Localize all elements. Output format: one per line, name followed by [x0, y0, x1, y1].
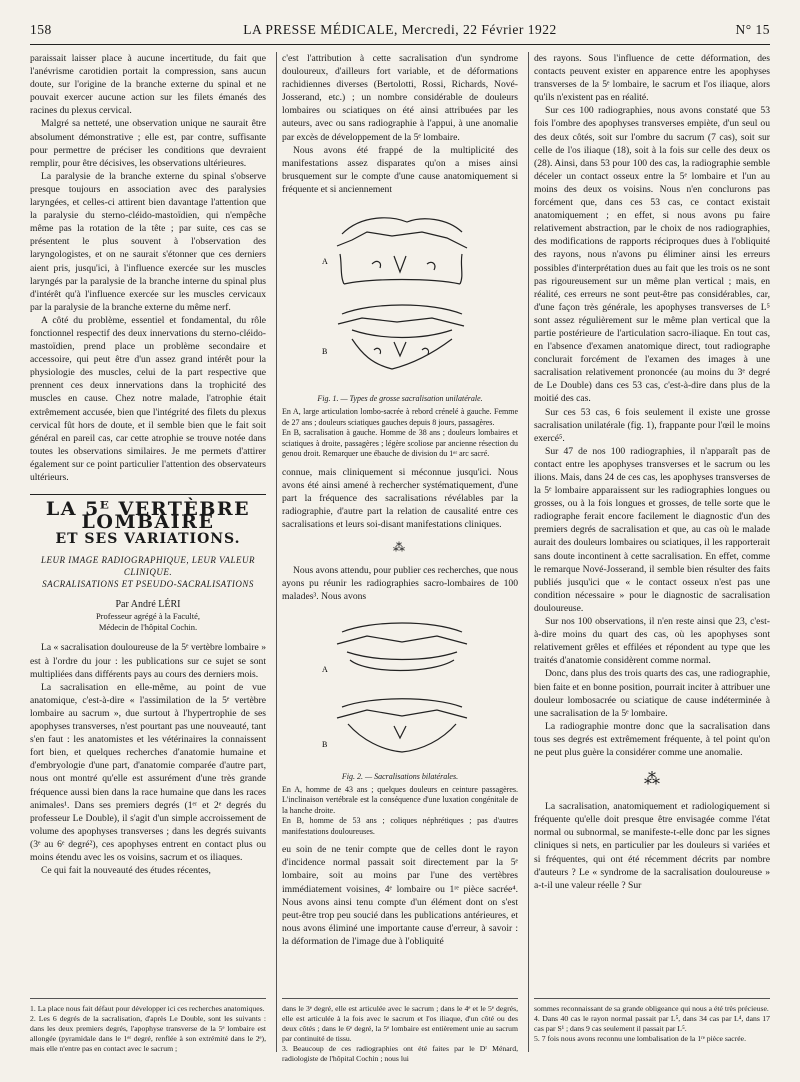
article-kicker: SACRALISATIONS ET PSEUDO-SACRALISATIONS [42, 579, 254, 590]
author-affiliation [30, 611, 266, 633]
figure-1 [282, 204, 518, 388]
header-rule [30, 44, 770, 45]
paragraph: paraissait laisser place à aucune incertitude, du fait que l'anévrisme carotidien portait la compression, sans aucun doute, sur l'origine de la branche externe du spinal et ne pouvait exercer aucune action sur les filets émanés des racines du plexus cervical. [30, 53, 266, 117]
page-header [30, 20, 770, 40]
footnote: 1. La place nous fait défaut pour développer ici ces recherches anatomiques. [30, 1004, 265, 1013]
footnote: 5. 7 fois nous avons reconnu une lombalisation de la 1ʳᵉ pièce sacrée. [534, 1034, 746, 1043]
paragraph: connue, mais cliniquement si méconnue jusqu'ici. Nous avons été ainsi amené à rechercher systématiquement, d'une part la fréquence des sacralisations révélables par la radiographie, d'autre part la relation de causalité entre ces sacralisations et leurs soi-disant manifestations cliniques. [282, 466, 518, 531]
footnotes-column-2 [282, 1004, 518, 1064]
paragraph: La paralysie de la branche externe du spinal s'observe presque toujours en association avec des paralysies laryngées, et celles-ci attirent bien davantage l'attention que la paralysie du sterno-cléido-mastoïdien, qui n'empêche même pas la rotation de la tête ; par suite, ces cas se présentent le plus souvent à l'observation des laryngologistes, et on ne saurait s'étonner que ces derniers aient pris, jusqu'ici, à l'influence exercée sur les muscles laryngés par la paralysie de la branche interne du spinal plus d'intérêt qu'à l'influence exercée sur les muscles cervicaux par la paralysie de la branche externe du même nerf. [30, 170, 266, 313]
figure-1-drawing [282, 204, 518, 384]
paragraph: Sur ces 100 radiographies, nous avons constaté que 53 fois l'ombre des apophyses transverses empiète, d'un seul ou des deux côtés, soit sur l'ombre du sacrum (7 cas), soit sur celle de l'os iliaque (18), soit à la fois sur celle des deux os (28). Ainsi, dans 53 pour 100 des cas, la radiographie semble déceler un contact osseux entre la 5ᵉ lombaire et l'un au moins des deux os voisins. Nous n'en conclurons pas forcément que, dans ces 53 cas, ce contact existait anatomiquement ; en effet, si nous avons pu faire relativement abstraction, par le choix de nos radiographies, des modifications de rapports réciproques dues à l'obliquité des rayons, nous n'avons pu éliminer ainsi les erreurs possibles d'interprétation dues au fait que les trois os ne sont pas rigoureusement sur un même plan vertical ; mais, en réalité, ces erreurs ne sont peut-être pas considérables, car, d'une façon très générale, les apophyses transverses de L⁵ sont assez régulièrement sur le même plan vertical que la partie postérieure de l'articulation sacro-iliaque. En tout cas, en l'absence d'examen anatomique direct, tout radiographe conclurait forcément de l'examen des images à une sacralisation relativement prononcée (au moins du 3ᵉ degré de Le Double) dans ces 53 cas, c'est-à-dire dans plus de la moitié des cas. [534, 105, 770, 405]
paragraph: Sur nos 100 observations, il n'en reste ainsi que 23, c'est-à-dire moins du quart des cas, où les apophyses sont relativement grêles et effilées et répondent au type que les traités d'anatomie considèrent comme normal. [534, 616, 770, 667]
figure-2 [282, 612, 518, 766]
column-2 [282, 52, 518, 948]
section-separator: ⁂ [644, 771, 660, 789]
figure-label-b: B [322, 347, 328, 357]
paragraph: La « sacralisation douloureuse de la 5ᵉ vertèbre lombaire » est à l'ordre du jour : les publications sur ce sujet se sont multipliées dans différents pays au cours des derniers mois. [30, 642, 266, 680]
footnote-rule [282, 998, 518, 999]
article-subtitle: ET SES VARIATIONS. [55, 531, 241, 548]
paragraph: Sur ces 53 cas, 6 fois seulement il existe une grosse sacralisation unilatérale (fig. 1), frappante pour l'œil le moins exercé⁵. [534, 406, 770, 444]
paragraph: des rayons. Sous l'influence de cette déformation, des contacts peuvent exister en apparence entre les apophyses transverses de la 5ᵉ lombaire, le sacrum et l'os iliaque, alors qu'ils n'existent pas en réalité. [534, 53, 770, 104]
column-1 [30, 52, 266, 877]
footnotes-column-1 [30, 1004, 266, 1054]
issue-number: N° 15 [735, 22, 770, 37]
section-separator: ⁂ [393, 540, 407, 555]
footnote-rule [534, 998, 770, 999]
figure-label-a: A [322, 257, 328, 267]
footnote: 3. Beaucoup de ces radiographies ont été faites par le Dʳ Ménard, radiologiste de l'hôpital Cochin ; nous lui [282, 1044, 518, 1063]
affiliation-line: Médecin de l'hôpital Cochin. [98, 622, 198, 633]
figure-label-a: A [322, 664, 328, 674]
footnote: 4. Dans 40 cas le rayon normal passait par L⁵, dans 34 cas par L⁴, dans 17 cas par S¹ ; dans 9 cas seulement il passait par L⁵. [534, 1014, 770, 1033]
paragraph: La sacralisation, anatomiquement et radiologiquement si fréquente qu'elle doit presque être envisagée comme l'état normal ou subnormal, se manifeste-t-elle donc par les signes cliniques si nets, en particulier par les douleurs si variées et si fréquentes, qui ont été récemment décrits par nombre d'auteurs ? Le « syndrome de la sacralisation douloureuse » a-t-il une valeur réelle ? Sur [534, 801, 770, 891]
figure-1-caption: En B, sacralisation à gauche. Homme de 38 ans ; douleurs lombaires et sciatiques à droite, passagères ; légère scoliose par ancienne résection du genou droit. Remarquer une ébauche de division du 1ᵉʳ arc sacré. [282, 428, 518, 459]
figure-1-caption-title: Fig. 1. — Types de grosse sacralisation unilatérale. [317, 394, 483, 404]
paragraph: La sacralisation en elle-même, au point de vue anatomique, c'est-à-dire « l'assimilation de la 5ᵉ vertèbre lombaire au sacrum », due surtout à l'hypertrophie de ses apophyses transverses, n'est pourtant pas une nouveauté, tant s'en faut : les anatomistes et les vétérinaires la connaissent fort bien, et quelques recherches d'anatomie humaine et d'embryologie d'une part, d'anatomie comparée d'autre part, nous ont montré qu'elle est assurément d'une très grande fréquence aussi bien dans la race humaine que dans les races animales¹. Dans ses premiers degrés (1ᵉʳ et 2ᵉ degrés du professeur Le Double), il s'agit d'un simple accroissement de volume des apophyses transverses ; dans les degrés suivants (3ᵉ au 6ᵉ degré²), ces apophyses entrent en contact plus ou moins étendu avec les os voisins, sacrum et os iliaques. [30, 681, 266, 863]
footnote: sommes reconnaissant de sa grande obligeance qui nous a été très précieuse. [534, 1004, 769, 1013]
figure-2-caption-title: Fig. 2. — Sacralisations bilatérales. [341, 771, 459, 781]
column-rule [528, 52, 529, 1052]
paragraph: Nous avons attendu, pour publier ces recherches, que nous ayons pu réunir les radiographies sacro-lombaires de 100 malades³. Nous avons [282, 565, 518, 603]
journal-title: LA PRESSE MÉDICALE, Mercredi, 22 Février 1922 [243, 22, 557, 37]
column-rule [276, 52, 277, 1052]
figure-1-caption: En A, large articulation lombo-sacrée à rebord crénelé à gauche. Femme de 27 ans ; douleurs sciatiques gauches depuis 8 jours, passagères. [282, 407, 518, 427]
author: Par André LÉRI [115, 599, 181, 611]
affiliation-line: Professeur agrégé à la Faculté, [95, 611, 201, 622]
paragraph: c'est l'attribution à cette sacralisation d'un syndrome douloureux, d'ailleurs fort variable, et de déformations rachidiennes diverses (Bertolotti, Rossi, Richards, Nové-Josserand, etc.) ; un nombre considérable de douleurs lombaires ou sciatiques on été ainsi attribuées par les auteurs, avec ou sans radiographie à l'appui, à une anomalie par excès de développement de la 5ᵉ lombaire. [282, 53, 518, 143]
paragraph: Sur 47 de nos 100 radiographies, il n'apparaît pas de contact entre les apophyses transverses et le sacrum ou les ilions. Mais, dans 24 de ces cas, les apophyses transverses de la 5ᵉ lombaire apparaissent sur les radiographies longues ou grosses, ou à la fois longues et grosses, de telle sorte que le radiographe ferait encore facilement le diagnostic d'un des premiers degrés de sacralisation et que, au cas où le malade aurait des douleurs lombaires ou sciatiques, il les rapporterait sans doute incontinent à cette sacralisation. En effet, comme le remarque Nové-Josserand, il semble bien résulter des faits publiés jusqu'ici que « le contact osseux n'est pas une condition nécessaire » pour le diagnostic de sacralisation douloureuse. [534, 445, 770, 614]
page-number: 158 [30, 22, 52, 37]
paragraph: A côté du problème, essentiel et fondamental, du rôle fonctionnel respectif des deux innervations du sterno-cléido-mastoïdien, prend place un problème secondaire et accessoire, qui peut être d'un assez grand intérêt pour la physiologie des muscles, celui de la part respective que prennent ces deux innervations dans la trophicité des muscles en cause. Chez notre malade, l'atrophie était extrêmement accusée, bien que l'intégrité des filets du plexus cervical fût hors de doute, et il semble bien que le fait soit général en pareil cas, car cette atrophie se trouve notée dans toutes les observations similaires. Je me permets d'attirer également sur ce point particulier l'attention des observateurs ultérieurs. [30, 314, 266, 483]
figure-2-caption: En B, homme de 53 ans ; coliques néphrétiques ; pas d'autres manifestations douloureuses. [282, 816, 518, 836]
column-3 [534, 52, 770, 892]
paragraph: La radiographie montre donc que la sacralisation dans tous ses degrés est extrêmement fréquente, à tel point qu'on ne peut plus guère la considérer comme une anomalie. [534, 720, 770, 758]
paragraph: Ce qui fait la nouveauté des études récentes, [41, 865, 211, 877]
article-kicker: LEUR IMAGE RADIOGRAPHIQUE, LEUR VALEUR CLINIQUE. [40, 555, 256, 578]
figure-label-b: B [322, 739, 328, 749]
article-title: LA 5ᴱ VERTÈBRE LOMBAIRE [45, 498, 251, 534]
article-divider [30, 494, 266, 495]
footnote-rule [30, 998, 266, 999]
paragraph: eu soin de ne tenir compte que de celles dont le rayon d'incidence normal passait soit directement par la 5ᵉ lombaire, soit au moins par l'une des vertèbres immédiatement voisines, 4ᵉ lombaire ou 1ʳᵉ pièce sacrée⁴. Nous avons ainsi tenu compte d'un élément dont on s'est peut-être trop peu soucié dans les publications antérieures, et nous avons éliminé une importante cause d'erreur, à savoir : la déformation de l'image due à l'obliquité [282, 844, 518, 947]
figure-2-caption: En A, homme de 43 ans ; quelques douleurs en ceinture passagères. L'inclinaison vertébrale est la conséquence d'une luxation congénitale de la hanche droite. [282, 784, 518, 815]
footnote: 2. Les 6 degrés de la sacralisation, d'après Le Double, sont les suivants : dans les deux premiers degrés, l'apophyse transverse de la 5ᵉ lombaire est allongée (pyramidale dans le 1ᵉʳ degré, renflée à son extrémité dans le 2ᵉ), mais elle n'entre pas en contact avec le sacrum ; [30, 1014, 266, 1053]
paragraph: Malgré sa netteté, une observation unique ne saurait être absolument démonstrative ; elle est, par contre, suffisante pour permettre de préciser les conditions que devraient remplir, pour être décisives, les observations ultérieures. [30, 118, 266, 169]
paragraph: Nous avons été frappé de la multiplicité des manifestations assez disparates qu'on a mises ainsi brusquement sur le compte d'une cause anatomiquement si fréquente et si anciennement [282, 144, 518, 195]
figure-2-drawing [282, 612, 518, 762]
paragraph: Donc, dans plus des trois quarts des cas, une radiographie, bien faite et en bonne position, pourrait inciter à attribuer une douleur lombosacrée ou sciatique de cause indéterminée à une sacralisation de la 5ᵉ lombaire. [534, 668, 770, 719]
footnote: dans le 3ᵉ degré, elle est articulée avec le sacrum ; dans le 4ᵉ et le 5ᵉ degrés, elle est articulée à la fois avec le sacrum et l'os iliaque, d'un côté ou des deux côtés ; dans le 6ᵉ degré, la 5ᵉ lombaire est entièrement unie au sacrum par continuité de tissu. [282, 1004, 518, 1043]
footnotes-column-3 [534, 1004, 770, 1044]
